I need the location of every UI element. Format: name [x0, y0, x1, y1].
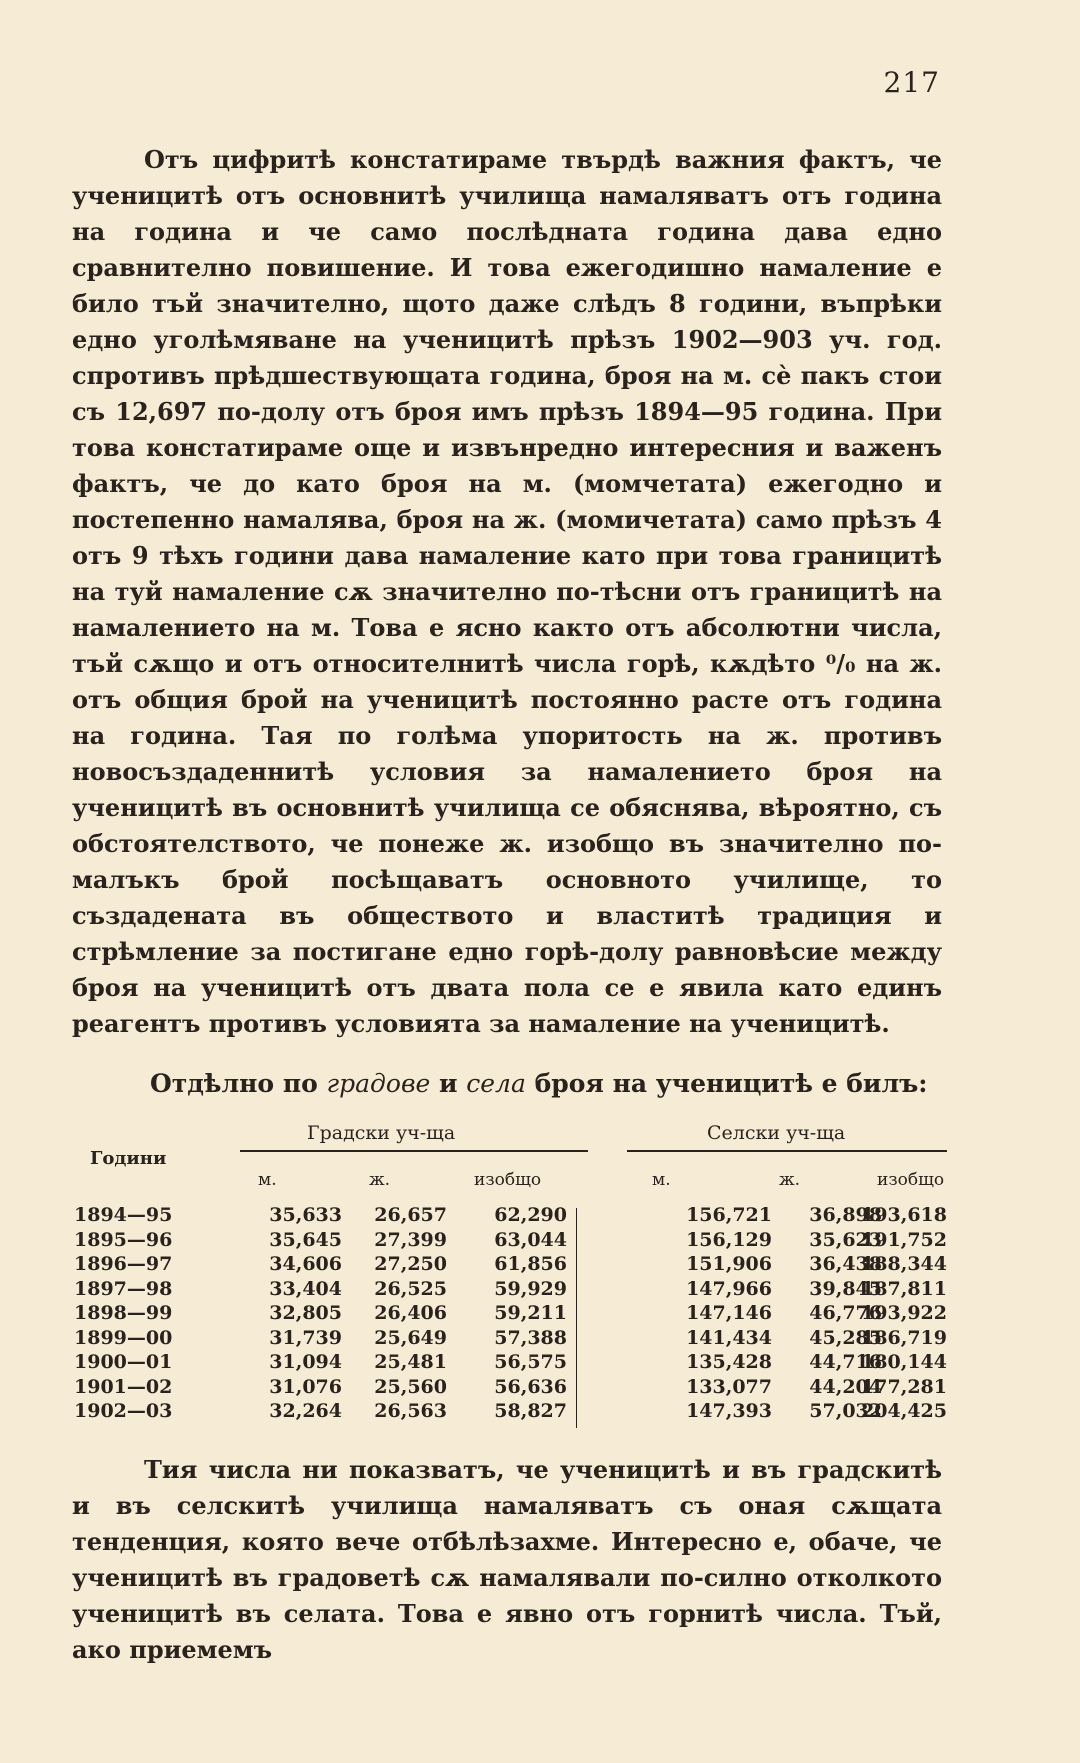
cell-vm: 147,146 [686, 1302, 772, 1324]
cell-vz: 39,845 [809, 1277, 882, 1300]
cell-year: 1900—01 [74, 1351, 173, 1373]
cell-ct: 56,636 [494, 1375, 567, 1398]
line-after: броя на ученицитѣ е билъ: [525, 1069, 928, 1098]
cell-ct: 58,827 [494, 1400, 567, 1422]
village-zh-header: ж. [779, 1170, 801, 1190]
cell-vm: 147,393 [686, 1400, 772, 1422]
cell-vt: 193,922 [861, 1302, 947, 1324]
cell-vt: 188,344 [861, 1253, 947, 1275]
cell-year: 1899—00 [74, 1326, 173, 1349]
table-row [72, 1376, 947, 1401]
students-table [72, 1118, 947, 1425]
cell-cz: 25,560 [374, 1375, 447, 1398]
table-row [72, 1351, 947, 1376]
villages-word: села [466, 1069, 526, 1098]
line-before: Отдѣлно по [150, 1069, 327, 1098]
cell-vz: 44,204 [809, 1375, 882, 1398]
cell-cz: 27,250 [374, 1253, 447, 1275]
cell-ct: 61,856 [494, 1253, 567, 1275]
cell-vz: 45,285 [809, 1326, 882, 1349]
cell-ct: 56,575 [494, 1351, 567, 1373]
table-row [72, 1302, 947, 1327]
village-schools-header: Селски уч-ща [707, 1122, 846, 1144]
city-zh-header: ж. [369, 1170, 391, 1190]
cell-ct: 63,044 [494, 1228, 567, 1251]
table-row [72, 1327, 947, 1352]
cell-cz: 26,563 [374, 1400, 447, 1422]
cell-vt: 193,618 [861, 1204, 947, 1226]
cell-cm: 31,094 [269, 1351, 342, 1373]
paragraph-1: Отъ цифритѣ констатираме твърдѣ важния фактъ, че ученицитѣ отъ основнитѣ училища намаляватъ отъ година на година и че само послѣдната година дава едно сравнително повишение. И това ежегодишно намаление е било тъй значително, щото даже слѣдъ 8 години, въпрѣки едно уголѣмяване на ученицитѣ прѣзъ 1902—903 уч. год. спротивъ прѣдшествующата година, броя на м. сѐ пакъ стои съ 12,697 по-долу отъ броя имъ прѣзъ 1894—95 година. При това констатираме още и извънредно интересния и важенъ фактъ, че до като броя на м. (момчетата) ежегодно и постепенно намалява, броя на ж. (момичетата) само прѣзъ 4 отъ 9 тѣхъ години дава намаление като при това границитѣ на туй намаление сѫ значително по-тѣсни отъ границитѣ на намалението на м. Това е ясно както отъ абсолютни числа, тъй сѫщо и отъ относителнитѣ числа горѣ, кѫдѣто ⁰/₀ на ж. отъ общия брой на ученицитѣ постоянно расте отъ година на година. Тая по голѣма упоритость на ж. противъ новосъздаденнитѣ условия за намалението броя на ученицитѣ въ основнитѣ училища се обяснява, вѣроятно, съ обстоятелството, че понеже ж. изобщо въ значително по-малъкъ брой посѣщаватъ основното училище, то създадената въ обществото и властитѣ традиция и стрѣмление за постигане едно горѣ-долу равновѣсие между броя на ученицитѣ отъ двата пола се е явила като единъ реагентъ противъ условията за намаление на ученицитѣ. [72, 145, 942, 1038]
village-m-header: м. [652, 1170, 671, 1190]
cell-ct: 59,929 [494, 1277, 567, 1300]
cell-year: 1896—97 [74, 1253, 173, 1275]
cell-vz: 57,032 [809, 1400, 882, 1422]
cell-vm: 156,129 [686, 1228, 772, 1251]
cell-cz: 26,657 [374, 1204, 447, 1226]
cell-cm: 31,076 [269, 1375, 342, 1398]
cell-cz: 26,406 [374, 1302, 447, 1324]
cell-vz: 46,776 [809, 1302, 882, 1324]
cell-ct: 59,211 [494, 1302, 567, 1324]
city-brace [240, 1150, 588, 1160]
table-row [72, 1229, 947, 1254]
cell-cz: 25,649 [374, 1326, 447, 1349]
cell-cm: 34,606 [269, 1253, 342, 1275]
cell-cm: 33,404 [269, 1277, 342, 1300]
cell-year: 1898—99 [74, 1302, 173, 1324]
cell-vt: 187,811 [861, 1277, 947, 1300]
cell-cm: 32,264 [269, 1400, 342, 1422]
years-header: Години [90, 1148, 167, 1169]
towns-word: градове [326, 1069, 431, 1098]
cell-year: 1894—95 [74, 1204, 173, 1226]
cell-vt: 186,719 [861, 1326, 947, 1349]
cell-cm: 32,805 [269, 1302, 342, 1324]
table-body [72, 1204, 947, 1425]
village-brace [627, 1150, 947, 1160]
cell-vz: 35,623 [809, 1228, 882, 1251]
cell-year: 1897—98 [74, 1277, 173, 1300]
paragraph-2: Тия числа ни показватъ, че ученицитѣ и въ градскитѣ и въ селскитѣ училища намаляватъ съ оная сѫщата тенденция, която вече отбѣлѣзахме. Интересно е, обаче, че ученицитѣ въ градоветѣ сѫ намалявали по-силно отколкото ученицитѣ въ селата. Това е явно отъ горнитѣ числа. Тъй, ако приемемъ [72, 1455, 942, 1664]
city-total-header: изобщо [474, 1170, 542, 1190]
table-row [72, 1204, 947, 1229]
cell-vm: 156,721 [686, 1204, 772, 1226]
page-number: 217 [883, 66, 940, 99]
cell-vm: 133,077 [686, 1375, 772, 1398]
cell-vm: 151,906 [686, 1253, 772, 1275]
city-schools-header: Градски уч-ща [307, 1122, 456, 1144]
city-m-header: м. [258, 1170, 277, 1190]
cell-vm: 135,428 [686, 1351, 772, 1373]
cell-vt: 180,144 [861, 1351, 947, 1373]
table-row [72, 1253, 947, 1278]
cell-vz: 44,716 [809, 1351, 882, 1373]
cell-year: 1902—03 [74, 1400, 173, 1422]
cell-ct: 57,388 [494, 1326, 567, 1349]
village-total-header: изобщо [877, 1170, 945, 1190]
separate-counts-line [150, 1066, 940, 1102]
table-row [72, 1278, 947, 1303]
line-and: и [430, 1069, 467, 1098]
cell-cz: 25,481 [374, 1351, 447, 1373]
cell-year: 1901—02 [74, 1375, 173, 1398]
table-header [72, 1118, 947, 1198]
cell-year: 1895—96 [74, 1228, 173, 1251]
cell-cm: 35,633 [269, 1204, 342, 1226]
cell-vz: 36,438 [809, 1253, 882, 1275]
cell-vt: 177,281 [861, 1375, 947, 1398]
cell-cm: 31,739 [269, 1326, 342, 1349]
cell-vt: 191,752 [861, 1228, 947, 1251]
cell-vz: 36,898 [809, 1204, 882, 1226]
table-row [72, 1400, 947, 1425]
cell-cz: 26,525 [374, 1277, 447, 1300]
cell-vm: 141,434 [686, 1326, 772, 1349]
cell-ct: 62,290 [494, 1204, 567, 1226]
cell-vt: 204,425 [861, 1400, 947, 1422]
cell-vm: 147,966 [686, 1277, 772, 1300]
cell-cz: 27,399 [374, 1228, 447, 1251]
cell-cm: 35,645 [269, 1228, 342, 1251]
